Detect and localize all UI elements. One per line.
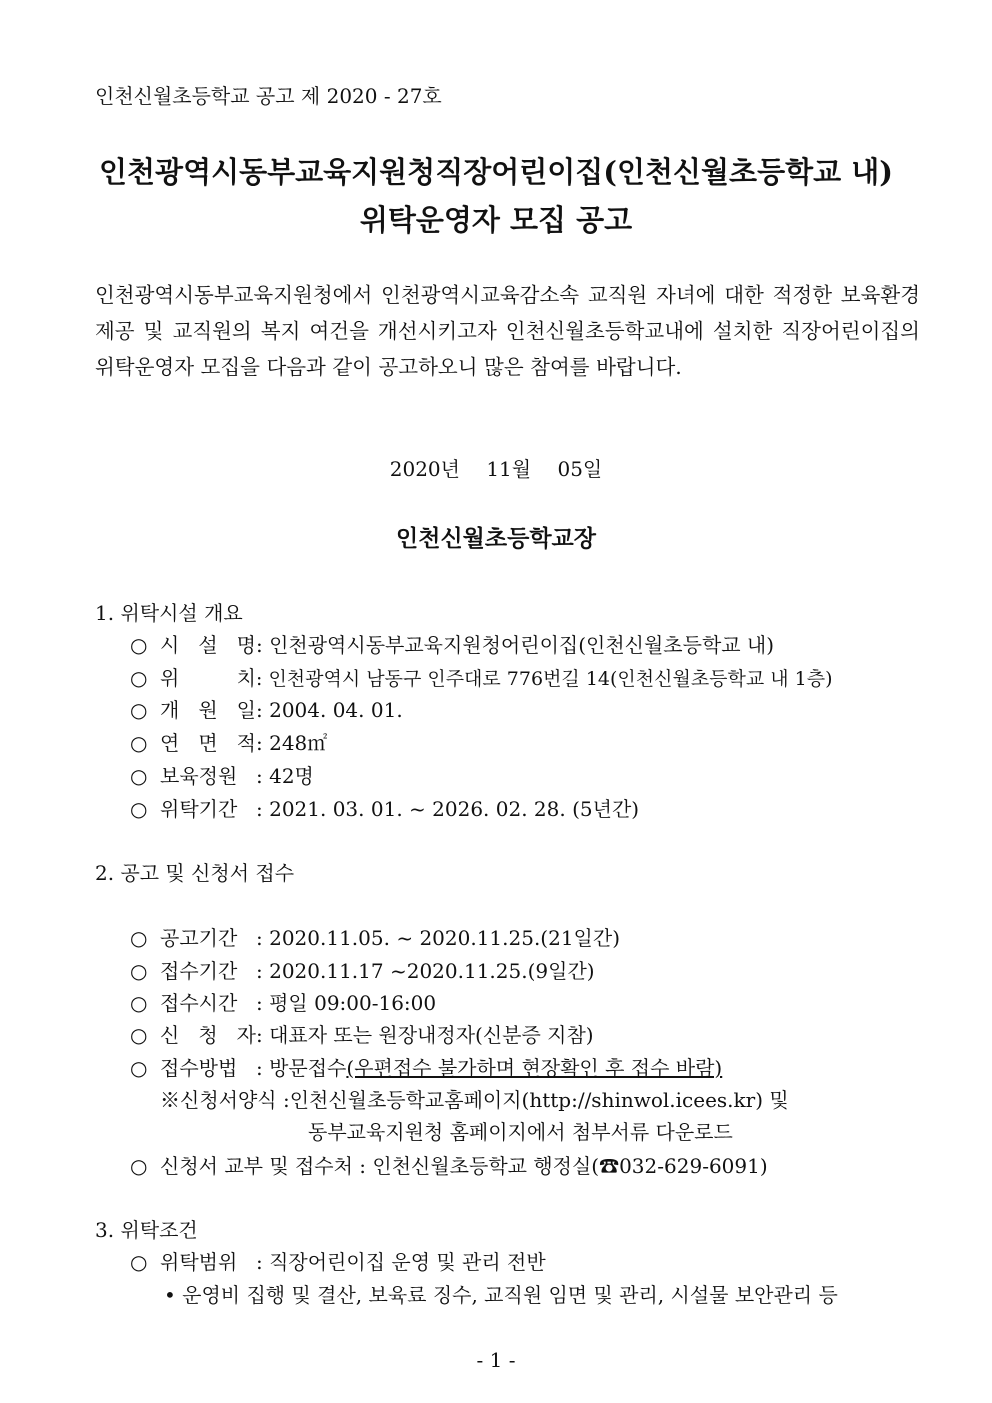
date-month: 11월 [486, 457, 532, 481]
circle-bullet-icon: ○ [130, 959, 148, 983]
intro-paragraph: 인천광역시동부교육지원청에서 인천광역시교육감소속 교직원 자녀에 대한 적정한 보육환경 제공 및 교직원의 복지 여건을 개선시키고자 인천신월초등학교내에 설치한 직장어린이집의 위탁운영자 모집을 다음과 같이 공고하오니 많은 참여를 바랍니다. [95, 283, 920, 379]
applicant-row [130, 1019, 594, 1048]
row-label: 개 원 일 [160, 698, 256, 722]
row-label: 시 설 명 [160, 633, 256, 657]
scope-detail-bullet: • 운영비 집행 및 결산, 보육료 징수, 교직원 임면 및 관리, 시설물 보안관리 등 [164, 1283, 838, 1307]
receipt-method-row [130, 1052, 722, 1081]
circle-bullet-icon: ○ [130, 797, 148, 821]
principal-signature: 인천신월초등학교장 [396, 525, 596, 552]
method-note-underlined: (우편접수 불가하며 현장확인 후 접수 바람) [346, 1056, 723, 1080]
row-value: : 인천광역시동부교육지원청어린이집(인천신월초등학교 내) [256, 633, 775, 657]
section1-heading: 1. 위탁시설 개요 [95, 601, 243, 625]
circle-bullet-icon: ○ [130, 633, 148, 657]
location-row [130, 662, 833, 691]
circle-bullet-icon: ○ [130, 926, 148, 950]
date-day: 05일 [557, 457, 603, 481]
row-value: : 인천광역시 남동구 인주대로 776번길 14(인천신월초등학교 내 1층) [256, 668, 833, 690]
row-label: 신 청 자 [160, 1023, 256, 1047]
date-year: 2020년 [389, 457, 460, 481]
contract-period-row [130, 793, 639, 822]
facility-name-row [130, 629, 774, 658]
circle-bullet-icon: ○ [130, 1023, 148, 1047]
notice-number: 인천신월초등학교 공고 제 2020 - 27호 [95, 84, 442, 108]
circle-bullet-icon: ○ [130, 666, 148, 690]
row-value: : 2021. 03. 01. ~ 2026. 02. 28. (5년간) [256, 797, 640, 821]
row-label: 위탁범위 [160, 1250, 238, 1274]
form-download-note: ※신청서양식 :인천신월초등학교홈페이지(http://shinwol.icees.kr) 및 [160, 1088, 789, 1112]
row-value: : 직장어린이집 운영 및 관리 전반 [256, 1250, 546, 1274]
circle-bullet-icon: ○ [130, 1154, 148, 1178]
capacity-row [130, 760, 314, 789]
circle-bullet-icon: ○ [130, 698, 148, 722]
row-label: 연 면 적 [160, 731, 256, 755]
notice-period-row [130, 922, 620, 951]
row-label: 접수방법 [160, 1056, 238, 1080]
contract-scope-row [130, 1246, 546, 1275]
circle-bullet-icon: ○ [130, 1056, 148, 1080]
notice-date [0, 453, 992, 482]
row-value: : 방문접수 [256, 1056, 347, 1080]
receipt-period-row [130, 955, 595, 984]
floor-area-row [130, 727, 327, 756]
row-value: : 248㎡ [256, 731, 328, 755]
receipt-hours-row [130, 987, 436, 1016]
row-label: 접수시간 [160, 991, 238, 1015]
row-label: 공고기간 [160, 926, 238, 950]
page-number: - 1 - [476, 1348, 516, 1372]
row-value: : 2020.11.17 ~2020.11.25.(9일간) [256, 959, 595, 983]
row-value: : 42명 [256, 764, 314, 788]
row-label: 위탁기간 [160, 797, 238, 821]
circle-bullet-icon: ○ [130, 731, 148, 755]
circle-bullet-icon: ○ [130, 1250, 148, 1274]
document-title-line1: 인천광역시동부교육지원청직장어린이집(인천신월초등학교 내) [99, 155, 893, 189]
row-value: : 평일 09:00-16:00 [256, 991, 437, 1015]
form-download-note-cont: 동부교육지원청 홈페이지에서 첨부서류 다운로드 [308, 1120, 733, 1144]
section2-heading: 2. 공고 및 신청서 접수 [95, 861, 295, 885]
row-value: : 2020.11.05. ~ 2020.11.25.(21일간) [256, 926, 621, 950]
circle-bullet-icon: ○ [130, 991, 148, 1015]
row-value: : 대표자 또는 원장내정자(신분증 지참) [256, 1023, 594, 1047]
section3-heading: 3. 위탁조건 [95, 1218, 198, 1242]
open-date-row [130, 694, 403, 723]
circle-bullet-icon: ○ [130, 764, 148, 788]
row-value: : 2004. 04. 01. [256, 698, 403, 722]
document-title-line2: 위탁운영자 모집 공고 [359, 203, 633, 237]
row-label: 접수기간 [160, 959, 238, 983]
row-value: 신청서 교부 및 접수처 : 인천신월초등학교 행정실(☎032-629-6091) [160, 1154, 768, 1178]
row-label: 위 치 [160, 666, 256, 690]
row-label: 보육정원 [160, 764, 238, 788]
submission-office-row [130, 1150, 768, 1179]
